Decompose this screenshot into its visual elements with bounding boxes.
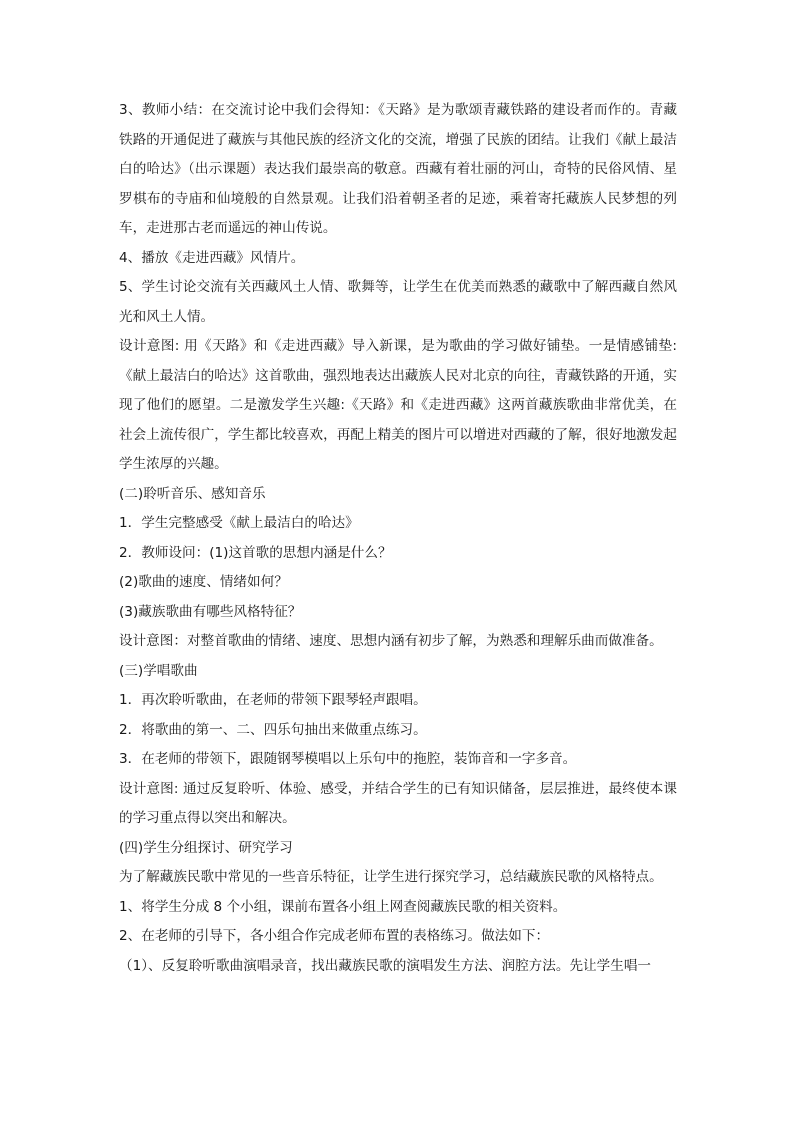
paragraph-design-intent-2: 设计意图：对整首歌曲的情绪、速度、思想内涵有初步了解，为熟悉和理解乐曲而做准备。: [119, 633, 663, 649]
list-item: (2)歌曲的速度、情绪如何？: [119, 574, 288, 590]
paragraph-study-purpose: 为了解藏族民歌中常见的一些音乐特征，让学生进行探究学习，总结藏族民歌的风格特点。: [119, 869, 663, 885]
section-heading-learn-song: (三)学唱歌曲: [119, 662, 198, 679]
paragraph-design-intent-3: 设计意图: 通过反复聆听、体验、感受，并结合学生的已有知识储备，层层推进，最终使本课的学习重点得以突出和解决。: [119, 780, 677, 826]
list-item: 1、将学生分成 8 个小组，课前布置各小组上网查阅藏族民歌的相关资料。: [119, 898, 567, 915]
paragraph-teacher-summary: 3、教师小结：在交流讨论中我们会得知：《天路》是为歌颂青藏铁路的建设者而作的。青藏铁路的开通促进了藏族与其他民族的经济文化的交流，增强了民族的团结。让我们《献上最洁白的哈达》（出示课题）表达我们最崇高的敬意。西藏有着壮丽的河山，奇特的民俗风情、星罗棋布的寺庙和仙境般的自然景观。让我们沿着朝圣者的足迹，乘着寄托藏族人民梦想的列车，走进那古老而遥远的神山传说。: [119, 102, 677, 236]
paragraph-student-discussion: 5、学生讨论交流有关西藏风土人情、歌舞等，让学生在优美而熟悉的藏歌中了解西藏自然风光和风土人情。: [119, 279, 677, 325]
paragraph-play-video: 4、播放《走进西藏》风情片。: [119, 249, 305, 266]
section-heading-listen: (二)聆听音乐、感知音乐: [119, 485, 266, 502]
paragraph-design-intent-1: 设计意图: 用《天路》和《走进西藏》导入新课，是为歌曲的学习做好铺垫。一是情感铺垫:《献上最洁白的哈达》这首歌曲，强烈地表达出藏族人民对北京的向往，青藏铁路的开通，实现了他们的愿望。二是激发学生兴趣:《天路》和《走进西藏》这两首藏族歌曲非常优美，在社会上流传很广，学生都比较喜欢，再配上精美的图片可以增进对西藏的了解，很好地激发起学生浓厚的兴趣。: [119, 338, 677, 472]
list-item: 1．再次聆听歌曲，在老师的带领下跟琴轻声跟唱。: [119, 692, 427, 708]
list-item: (3)藏族歌曲有哪些风格特征？: [119, 603, 302, 620]
list-item: 2．将歌曲的第一、二、四乐句抽出来做重点练习。: [119, 721, 427, 738]
section-heading-group-study: (四)学生分组探讨、研究学习: [119, 839, 293, 856]
document-body: [119, 96, 677, 981]
list-item: 1．学生完整感受《献上最洁白的哈达》: [119, 515, 359, 531]
list-item: 3．在老师的带领下，跟随钢琴模唱以上乐句中的拖腔，装饰音和一字多音。: [119, 751, 577, 767]
list-item: 2．教师设问：(1)这首歌的思想内涵是什么？: [119, 544, 392, 561]
list-item: 2、在老师的引导下，各小组合作完成老师布置的表格练习。做法如下：: [119, 928, 550, 944]
list-item: （1）、反复聆听歌曲演唱录音，找出藏族民歌的演唱发生方法、润腔方法。先让学生唱一: [119, 957, 652, 974]
